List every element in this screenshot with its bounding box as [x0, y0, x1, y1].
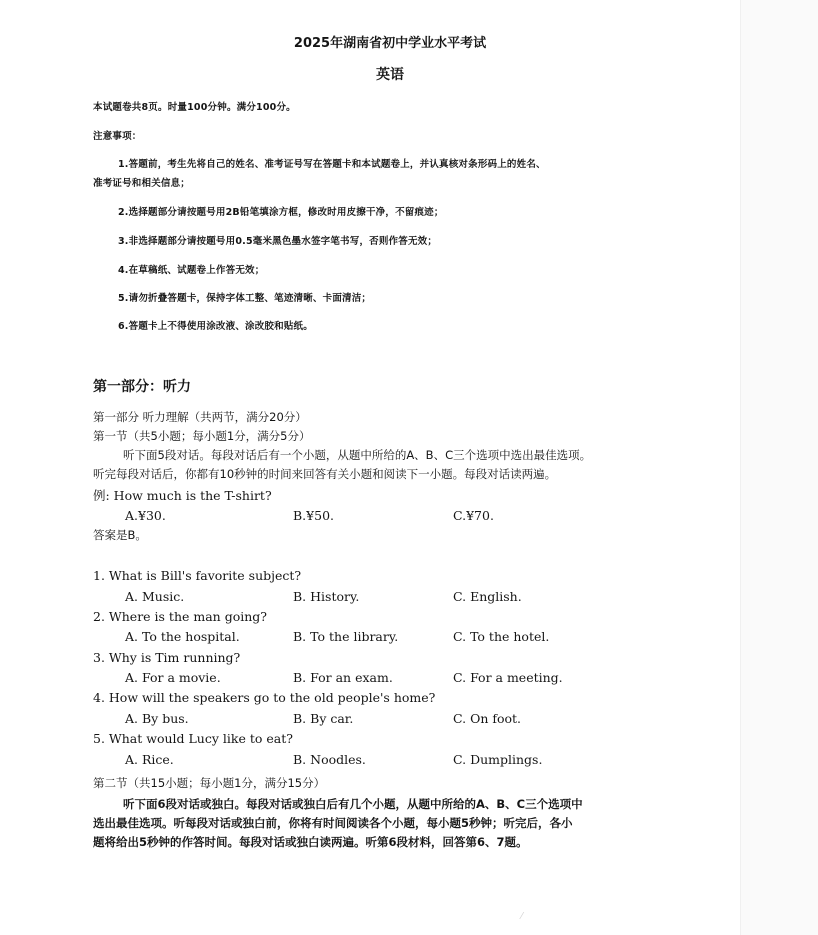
option-b: B. For an exam. [293, 670, 393, 685]
question-text: 3. Why is Tim running? [93, 650, 241, 665]
note-line: 6.答题卡上不得使用涂改液、涂改胶和贴纸。 [118, 321, 313, 332]
example-answer: 答案是B。 [93, 528, 147, 542]
notes-heading: 注意事项： [93, 131, 142, 142]
option-c: C. For a meeting. [453, 670, 563, 685]
example-option-c: C.¥70. [453, 508, 494, 523]
part1-heading: 第一部分：听力 [93, 379, 191, 395]
note-line: 5.请勿折叠答题卡，保持字体工整、笔迹清晰、卡面清洁； [118, 293, 372, 304]
exam-summary: 本试题卷共8页。时量100分钟。满分100分。 [93, 102, 296, 113]
option-a: A. Rice. [125, 752, 174, 767]
section2-directions: 选出最佳选项。听每段对话或独白前，你将有时间阅读各个小题，每小题5秒钟；听完后，各小 [93, 816, 573, 830]
directions-line: 听完每段对话后，你都有10秒钟的时间来回答有关小题和阅读下一小题。每段对话读两遍。 [93, 467, 557, 481]
option-c: C. Dumplings. [453, 752, 543, 767]
scan-speck: ⁄ [521, 912, 523, 922]
option-a: A. For a movie. [125, 670, 221, 685]
option-a: A. Music. [125, 589, 185, 604]
option-b: B. History. [293, 589, 360, 604]
section2-directions: 题将给出5秒钟的作答时间。每段对话或独白读两遍。听第6段材料，回答第6、7题。 [93, 835, 528, 849]
option-a: A. To the hospital. [125, 629, 240, 644]
page-margin-strip [740, 0, 818, 935]
option-c: C. To the hotel. [453, 629, 550, 644]
question-text: 5. What would Lucy like to eat? [93, 731, 293, 746]
option-b: B. To the library. [293, 629, 399, 644]
subject-title: 英语 [376, 67, 404, 83]
example-question: 例: How much is the T-shirt? [93, 488, 272, 503]
option-c: C. English. [453, 589, 522, 604]
option-c: C. On foot. [453, 711, 522, 726]
directions-line: 听下面5段对话。每段对话后有一个小题，从题中所给的A、B、C三个选项中选出最佳选项。 [123, 448, 592, 462]
question-text: 2. Where is the man going? [93, 609, 267, 624]
option-a: A. By bus. [125, 711, 189, 726]
note-line: 3.非选择题部分请按题号用0.5毫米黑色墨水签字笔书写，否则作答无效； [118, 236, 438, 247]
question-text: 4. How will the speakers go to the old people's home? [93, 690, 436, 705]
part1-subheading: 第一部分 听力理解（共两节，满分20分） [93, 410, 307, 424]
option-b: B. By car. [293, 711, 354, 726]
section2-heading: 第二节（共15小题；每小题1分，满分15分） [93, 776, 326, 790]
exam-title: 2025年湖南省初中学业水平考试 [293, 36, 487, 51]
example-option-b: B.¥50. [293, 508, 334, 523]
option-b: B. Noodles. [293, 752, 366, 767]
note-line: 4.在草稿纸、试题卷上作答无效； [118, 265, 265, 276]
note-line: 2.选择题部分请按题号用2B铅笔填涂方框，修改时用皮擦干净，不留痕迹； [118, 207, 444, 218]
example-option-a: A.¥30. [125, 508, 166, 523]
note-line: 准考证号和相关信息； [93, 178, 191, 189]
section1-heading: 第一节（共5小题；每小题1分，满分5分） [93, 429, 311, 443]
question-text: 1. What is Bill's favorite subject? [93, 568, 302, 583]
note-line: 1.答题前，考生先将自己的姓名、准考证号写在答题卡和本试题卷上，并认真核对条形码上的姓名、 [118, 159, 546, 170]
section2-directions: 听下面6段对话或独白。每段对话或独白后有几个小题，从题中所给的A、B、C三个选项中 [123, 797, 583, 811]
